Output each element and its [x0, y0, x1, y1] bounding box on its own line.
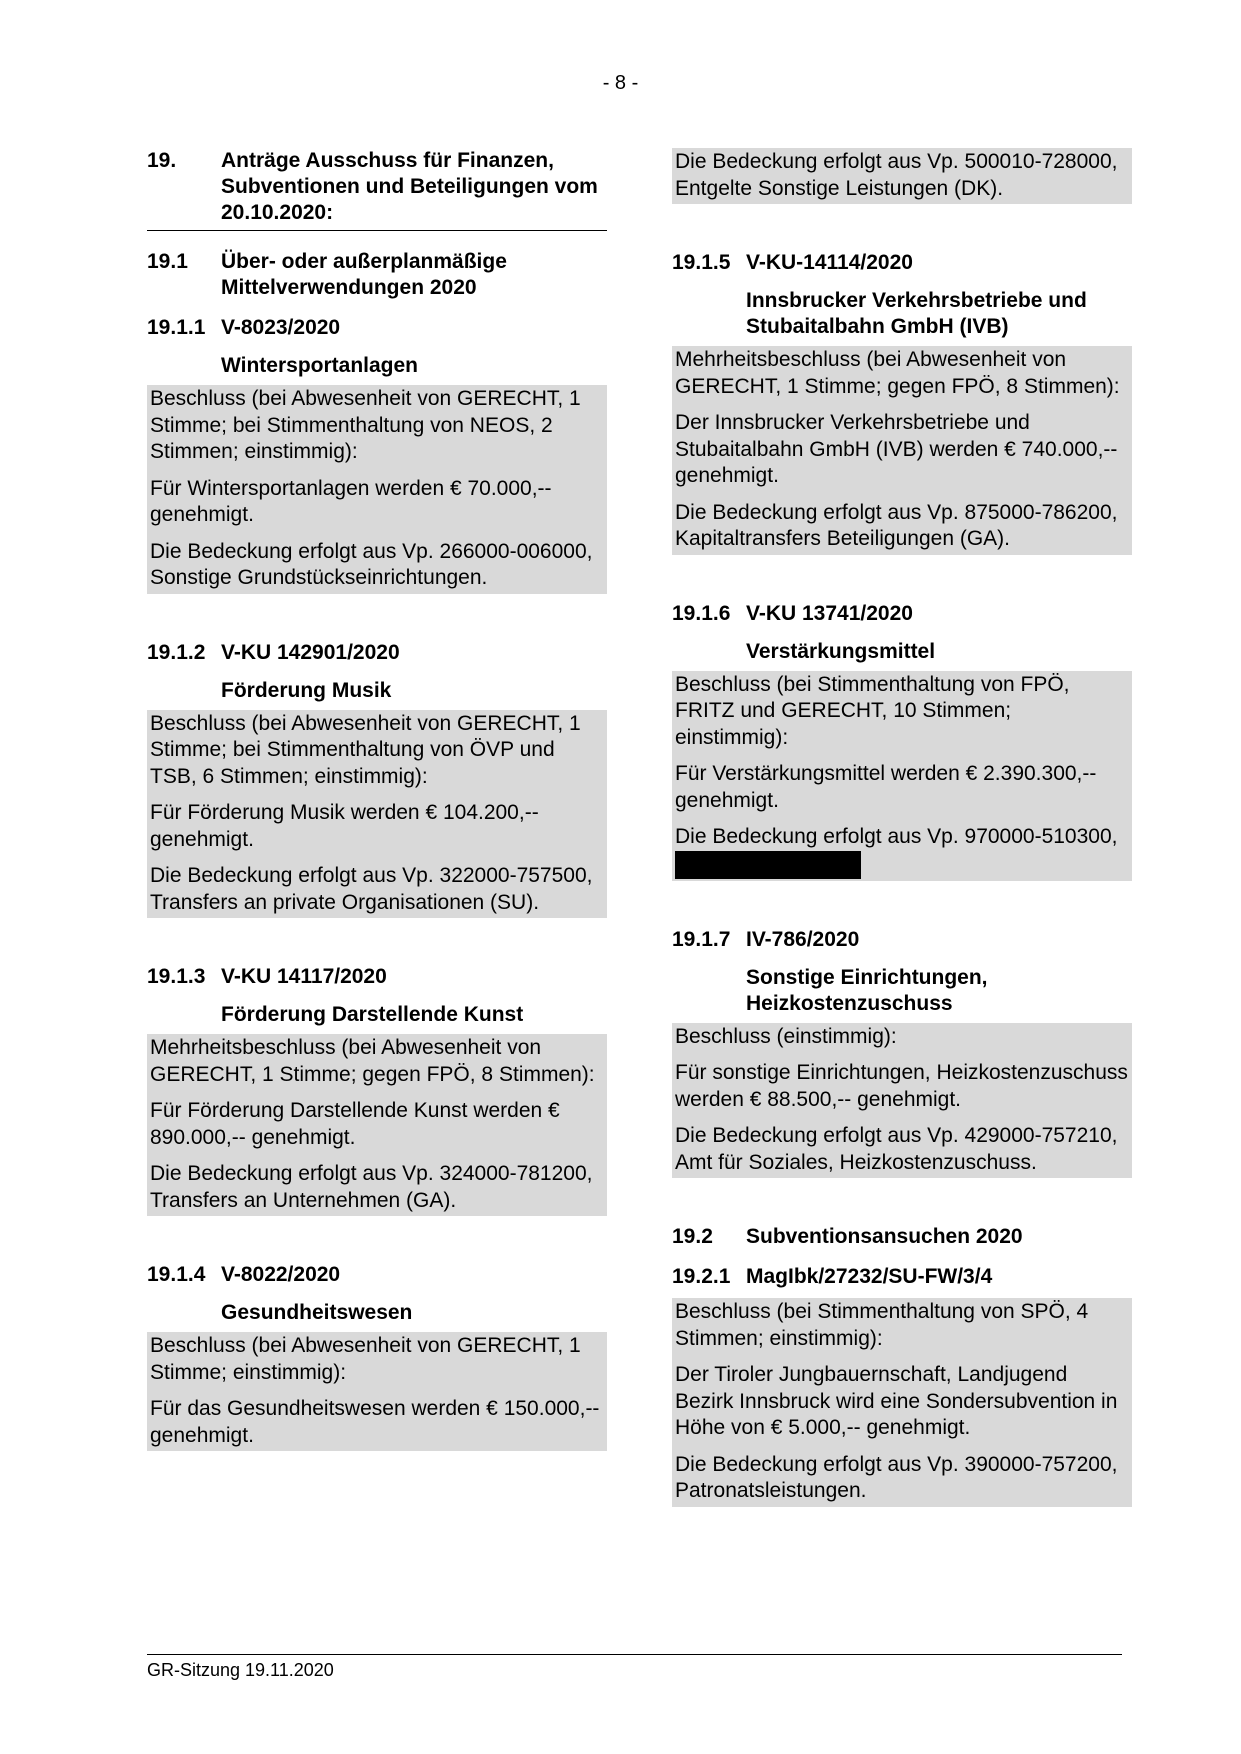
resolution-box	[672, 1298, 1132, 1507]
resolution-box	[147, 1332, 607, 1451]
item-heading-19-1-1	[147, 315, 607, 341]
page-number: - 8 -	[602, 72, 639, 94]
resolution-paragraph: Beschluss (einstimmig):	[675, 1024, 897, 1048]
section-title: Anträge Ausschuss für Finanzen, Subventionen und Beteiligungen vom 20.10.2020:	[221, 149, 598, 224]
resolution-box-continued	[672, 148, 1132, 204]
resolution-paragraph: Die Bedeckung erfolgt aus Vp. 266000-006000, Sonstige Grundstückseinrichtungen.	[150, 539, 593, 589]
resolution-paragraph: Mehrheitsbeschluss (bei Abwesenheit von GERECHT, 1 Stimme; gegen FPÖ, 8 Stimmen):	[675, 348, 1120, 398]
resolution-paragraph: Beschluss (bei Abwesenheit von GERECHT, 1 Stimme; einstimmig):	[150, 1334, 581, 1384]
section-number: 19.1	[147, 250, 188, 273]
item-title: Sonstige Einrichtungen, Heizkostenzuschuss	[746, 965, 988, 1015]
section-number: 19.	[147, 149, 177, 172]
resolution-box	[147, 710, 607, 919]
section-title: Über- oder außerplanmäßige Mittelverwendungen 2020	[221, 250, 507, 299]
item-number: 19.1.6	[672, 601, 731, 625]
item-number: 19.1.2	[147, 640, 206, 664]
item-code: V-8023/2020	[221, 316, 341, 339]
section-19-heading	[147, 148, 607, 231]
resolution-paragraph: Mehrheitsbeschluss (bei Abwesenheit von GERECHT, 1 Stimme; gegen FPÖ, 8 Stimmen):	[150, 1036, 595, 1086]
redaction-bar	[675, 851, 861, 879]
item-heading-19-1-4	[147, 1262, 607, 1288]
right-column	[672, 148, 1132, 1507]
resolution-paragraph: Die Bedeckung erfolgt aus Vp. 500010-728000, Entgelte Sonstige Leistungen (DK).	[675, 150, 1118, 200]
resolution-paragraph-redacted	[675, 824, 1129, 879]
item-title: Gesundheitswesen	[221, 1301, 413, 1324]
resolution-paragraph: Beschluss (bei Stimmenthaltung von SPÖ, 4 Stimmen; einstimmig):	[675, 1300, 1089, 1350]
resolution-paragraph: Die Bedeckung erfolgt aus Vp. 429000-757210, Amt für Soziales, Heizkostenzuschuss.	[675, 1124, 1118, 1174]
item-title: Förderung Musik	[221, 678, 392, 702]
resolution-box	[147, 1034, 607, 1216]
resolution-box	[672, 1023, 1132, 1179]
item-code: V-KU-14114/2020	[746, 251, 913, 274]
resolution-paragraph: Für Förderung Darstellende Kunst werden € 890.000,-- genehmigt.	[150, 1099, 560, 1149]
item-code: MagIbk/27232/SU-FW/3/4	[746, 1265, 993, 1288]
resolution-paragraph: Die Bedeckung erfolgt aus Vp. 390000-757200, Patronatsleistungen.	[675, 1452, 1118, 1502]
section-number: 19.2	[672, 1225, 713, 1248]
item-code: V-KU 14117/2020	[221, 965, 387, 988]
item-number: 19.1.3	[147, 965, 206, 988]
item-number: 19.1.5	[672, 251, 731, 274]
item-number: 19.1.1	[147, 316, 206, 339]
section-19-1-heading	[147, 249, 607, 301]
resolution-box	[672, 671, 1132, 881]
item-code: V-KU 13741/2020	[746, 601, 913, 625]
resolution-paragraph: Für Wintersportanlagen werden € 70.000,-- genehmigt.	[150, 476, 552, 526]
resolution-paragraph: Die Bedeckung erfolgt aus Vp. 322000-757500, Transfers an private Organisationen (SU).	[150, 864, 593, 914]
resolution-paragraph: Beschluss (bei Abwesenheit von GERECHT, 1 Stimme; bei Stimmenthaltung von ÖVP und TSB, 6 Stimmen; einstimmig):	[150, 711, 581, 788]
item-number: 19.2.1	[672, 1265, 731, 1288]
resolution-paragraph: Beschluss (bei Abwesenheit von GERECHT, 1 Stimme; bei Stimmenthaltung von NEOS, 2 Stimmen; einstimmig):	[150, 387, 581, 463]
item-number: 19.1.4	[147, 1263, 206, 1286]
item-heading-19-2-1	[672, 1264, 1132, 1290]
section-title: Subventionsansuchen 2020	[746, 1225, 1023, 1248]
item-title: Verstärkungsmittel	[746, 639, 936, 663]
resolution-paragraph: Für das Gesundheitswesen werden € 150.000,-- genehmigt.	[150, 1397, 600, 1447]
item-code: IV-786/2020	[746, 927, 860, 951]
resolution-box	[672, 346, 1132, 555]
resolution-box	[147, 385, 607, 594]
resolution-paragraph: Für sonstige Einrichtungen, Heizkostenzuschuss werden € 88.500,-- genehmigt.	[675, 1061, 1128, 1111]
item-heading-19-1-3	[147, 964, 607, 990]
item-heading-19-1-2	[147, 640, 607, 666]
item-title: Förderung Darstellende Kunst	[221, 1003, 524, 1026]
item-number: 19.1.7	[672, 927, 731, 951]
item-heading-19-1-6	[672, 601, 1132, 627]
resolution-paragraph: Für Verstärkungsmittel werden € 2.390.300,-- genehmigt.	[675, 762, 1097, 812]
resolution-paragraph: Der Innsbrucker Verkehrsbetriebe und Stubaitalbahn GmbH (IVB) werden € 740.000,-- genehmigt.	[675, 411, 1118, 487]
item-code: V-KU 142901/2020	[221, 640, 400, 664]
page-footer: GR-Sitzung 19.11.2020	[147, 1654, 1122, 1681]
resolution-paragraph: Die Bedeckung erfolgt aus Vp. 324000-781200, Transfers an Unternehmen (GA).	[150, 1162, 593, 1212]
left-column	[147, 148, 607, 1451]
resolution-text: Die Bedeckung erfolgt aus Vp. 970000-510300,	[675, 825, 1118, 848]
resolution-paragraph: Beschluss (bei Stimmenthaltung von FPÖ, FRITZ und GERECHT, 10 Stimmen; einstimmig):	[675, 672, 1070, 749]
item-title: Wintersportanlagen	[221, 354, 418, 377]
resolution-paragraph: Die Bedeckung erfolgt aus Vp. 875000-786200, Kapitaltransfers Beteiligungen (GA).	[675, 500, 1118, 550]
resolution-paragraph: Für Förderung Musik werden € 104.200,-- genehmigt.	[150, 801, 539, 851]
item-title: Innsbrucker Verkehrsbetriebe und Stubaitalbahn GmbH (IVB)	[746, 289, 1087, 338]
item-code: V-8022/2020	[221, 1263, 341, 1286]
section-19-2-heading	[672, 1224, 1132, 1250]
item-heading-19-1-7	[672, 927, 1132, 953]
resolution-paragraph: Der Tiroler Jungbauernschaft, Landjugend Bezirk Innsbruck wird eine Sondersubvention in Höhe von € 5.000,-- genehmigt.	[675, 1363, 1118, 1439]
item-heading-19-1-5	[672, 250, 1132, 276]
